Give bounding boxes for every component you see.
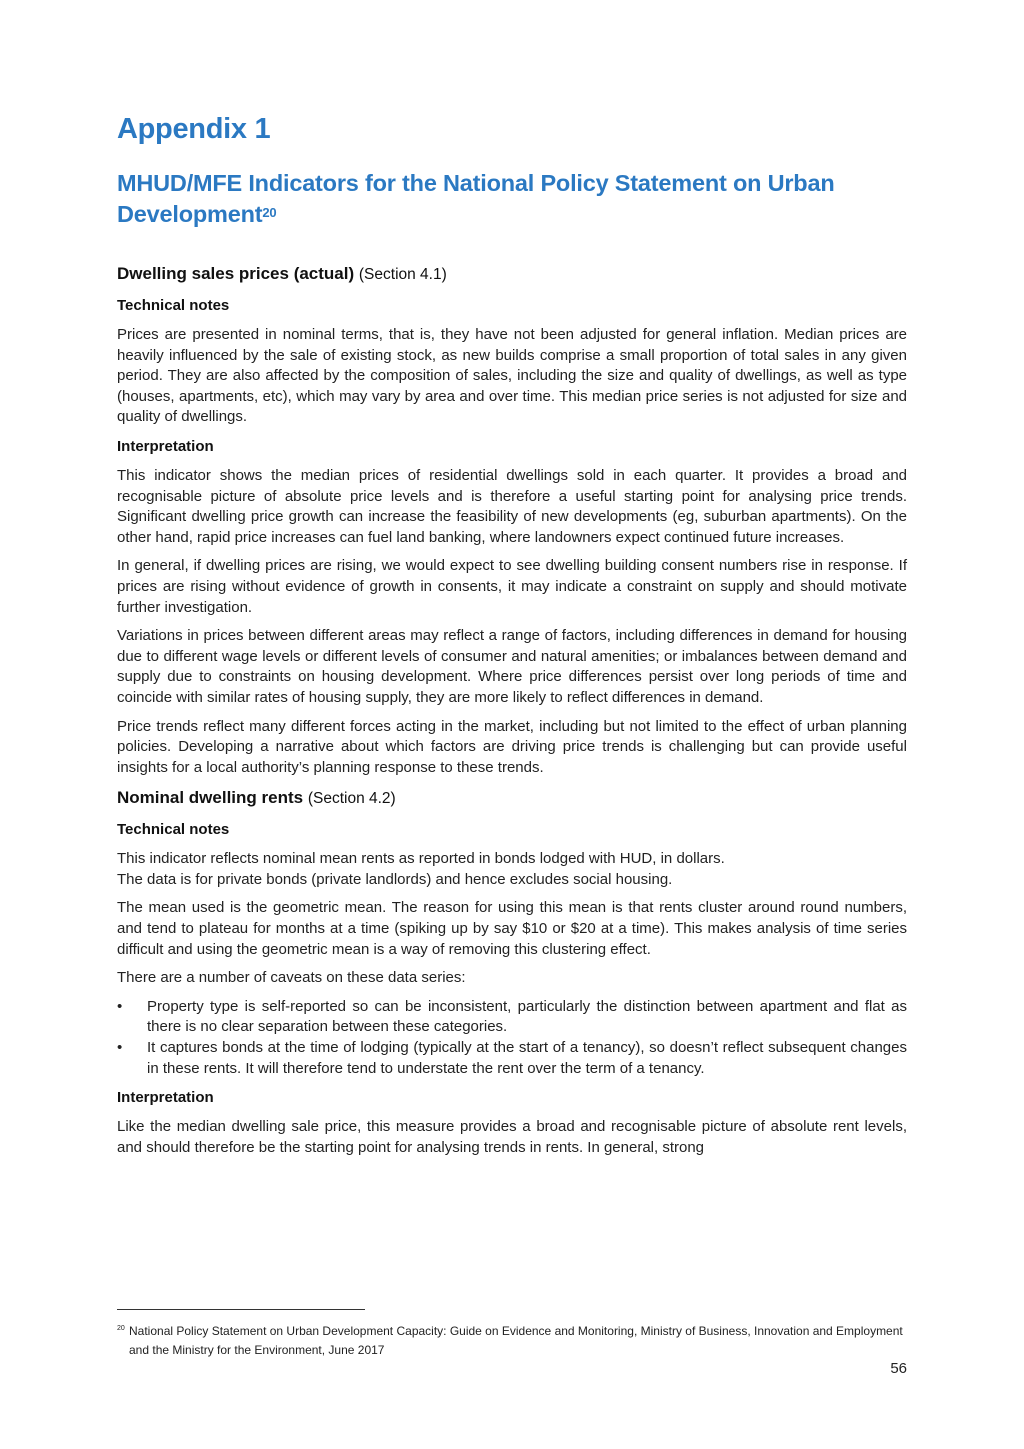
- paragraph: Like the median dwelling sale price, this measure provides a broad and recognisable picture of absolute rent levels, and should therefore be the starting point for analysing trends in rents. In general, strong: [117, 1118, 907, 1156]
- paragraph: Price trends reflect many different forces acting in the market, including but not limited to the effect of urban planning policies. Developing a narrative about which factors are driving price trends is challenging but can provide useful insights for a local authority’s planning response to these trends.: [117, 717, 907, 776]
- bullet-icon: •: [117, 997, 123, 1015]
- paragraph: In general, if dwelling prices are rising, we would expect to see dwelling building consent numbers rise in response. If prices are rising without evidence of growth in consents, it may indicate a constraint on supply and should motivate further investigation.: [117, 557, 907, 616]
- footnote-divider: [117, 1309, 365, 1310]
- paragraph: The mean used is the geometric mean. The reason for using this mean is that rents cluster around round numbers, and tend to plateau for months at a time (spiking up by say $10 or $20 at a time). This makes analysis of time series difficult and using the geometric mean is a way of removing this clustering effect.: [117, 899, 907, 958]
- paragraph-line: This indicator reflects nominal mean rents as reported in bonds lodged with HUD, in dollars.: [117, 850, 725, 868]
- section-title: Dwelling sales prices (actual): [117, 264, 355, 283]
- caveat-list: [117, 997, 907, 1079]
- interpretation-label: Interpretation: [117, 1089, 214, 1107]
- list-item-text: Property type is self-reported so can be inconsistent, particularly the distinction between apartment and flat as there is no clear separation between these categories.: [147, 997, 907, 1036]
- paragraph: This indicator shows the median prices of residential dwellings sold in each quarter. It provides a broad and recognisable picture of absolute price levels and is therefore a useful starting point for analysing price trends. Significant dwelling price growth can increase the feasibility of new developments (eg, suburban apartments). On the other hand, rapid price increases can fuel land banking, where landowners expect continued future increases.: [117, 466, 907, 546]
- page-content: [117, 110, 907, 1158]
- bullet-icon: •: [117, 1039, 123, 1057]
- section-heading-nominal-rents: [117, 786, 907, 811]
- list-item: [117, 1038, 907, 1079]
- section-ref: (Section 4.1): [358, 266, 447, 283]
- paragraph-line: The data is for private bonds (private landlords) and hence excludes social housing.: [117, 870, 673, 888]
- paragraph: Prices are presented in nominal terms, that is, they have not been adjusted for general inflation. Median prices are heavily influenced by the sale of existing stock, as new builds comprise a small proportion of total sales in any given period. They are also affected by the composition of sales, including the size and quality of dwellings, as well as type (houses, apartments, etc), which may vary by area and over time. This median price series is not adjusted for size and quality of dwellings.: [117, 326, 907, 426]
- interpretation-label: Interpretation: [117, 437, 214, 455]
- footnote-ref[interactable]: 20: [262, 205, 277, 220]
- appendix-subheading: [117, 168, 907, 230]
- section-heading-dwelling-prices: [117, 262, 907, 287]
- list-item-text: It captures bonds at the time of lodging (typically at the start of a tenancy), so doesn’t reflect subsequent changes in these rents. It will therefore tend to understate the rent over the term of a tenancy.: [147, 1039, 907, 1077]
- section-ref: (Section 4.2): [307, 790, 396, 808]
- footnote-text: National Policy Statement on Urban Development Capacity: Guide on Evidence and Monitoring, Ministry of Business, Innovation and Employment and the Ministry for the Environment, June 2017: [129, 1324, 903, 1357]
- footnote-number: 20: [117, 1325, 125, 1332]
- paragraph: [117, 849, 907, 890]
- technical-notes-label: Technical notes: [117, 297, 230, 314]
- footnote: [117, 1322, 907, 1360]
- paragraph: There are a number of caveats on these data series:: [117, 969, 466, 987]
- subheading-text: MHUD/MFE Indicators for the National Policy Statement on Urban Development: [117, 170, 835, 227]
- list-item: [117, 997, 907, 1038]
- technical-notes-label: Technical notes: [117, 821, 230, 839]
- appendix-heading: Appendix 1: [117, 113, 271, 145]
- section-title: Nominal dwelling rents: [117, 788, 304, 808]
- page-number: 56: [890, 1360, 907, 1377]
- paragraph: Variations in prices between different areas may reflect a range of factors, including differences in demand for housing due to different wage levels or different levels of consumer and natural amenities; or imbalances between demand and supply due to constraints on housing development. Where price differences persist over long periods of time and coincide with similar rates of housing supply, they are more likely to reflect differences in demand.: [117, 627, 907, 706]
